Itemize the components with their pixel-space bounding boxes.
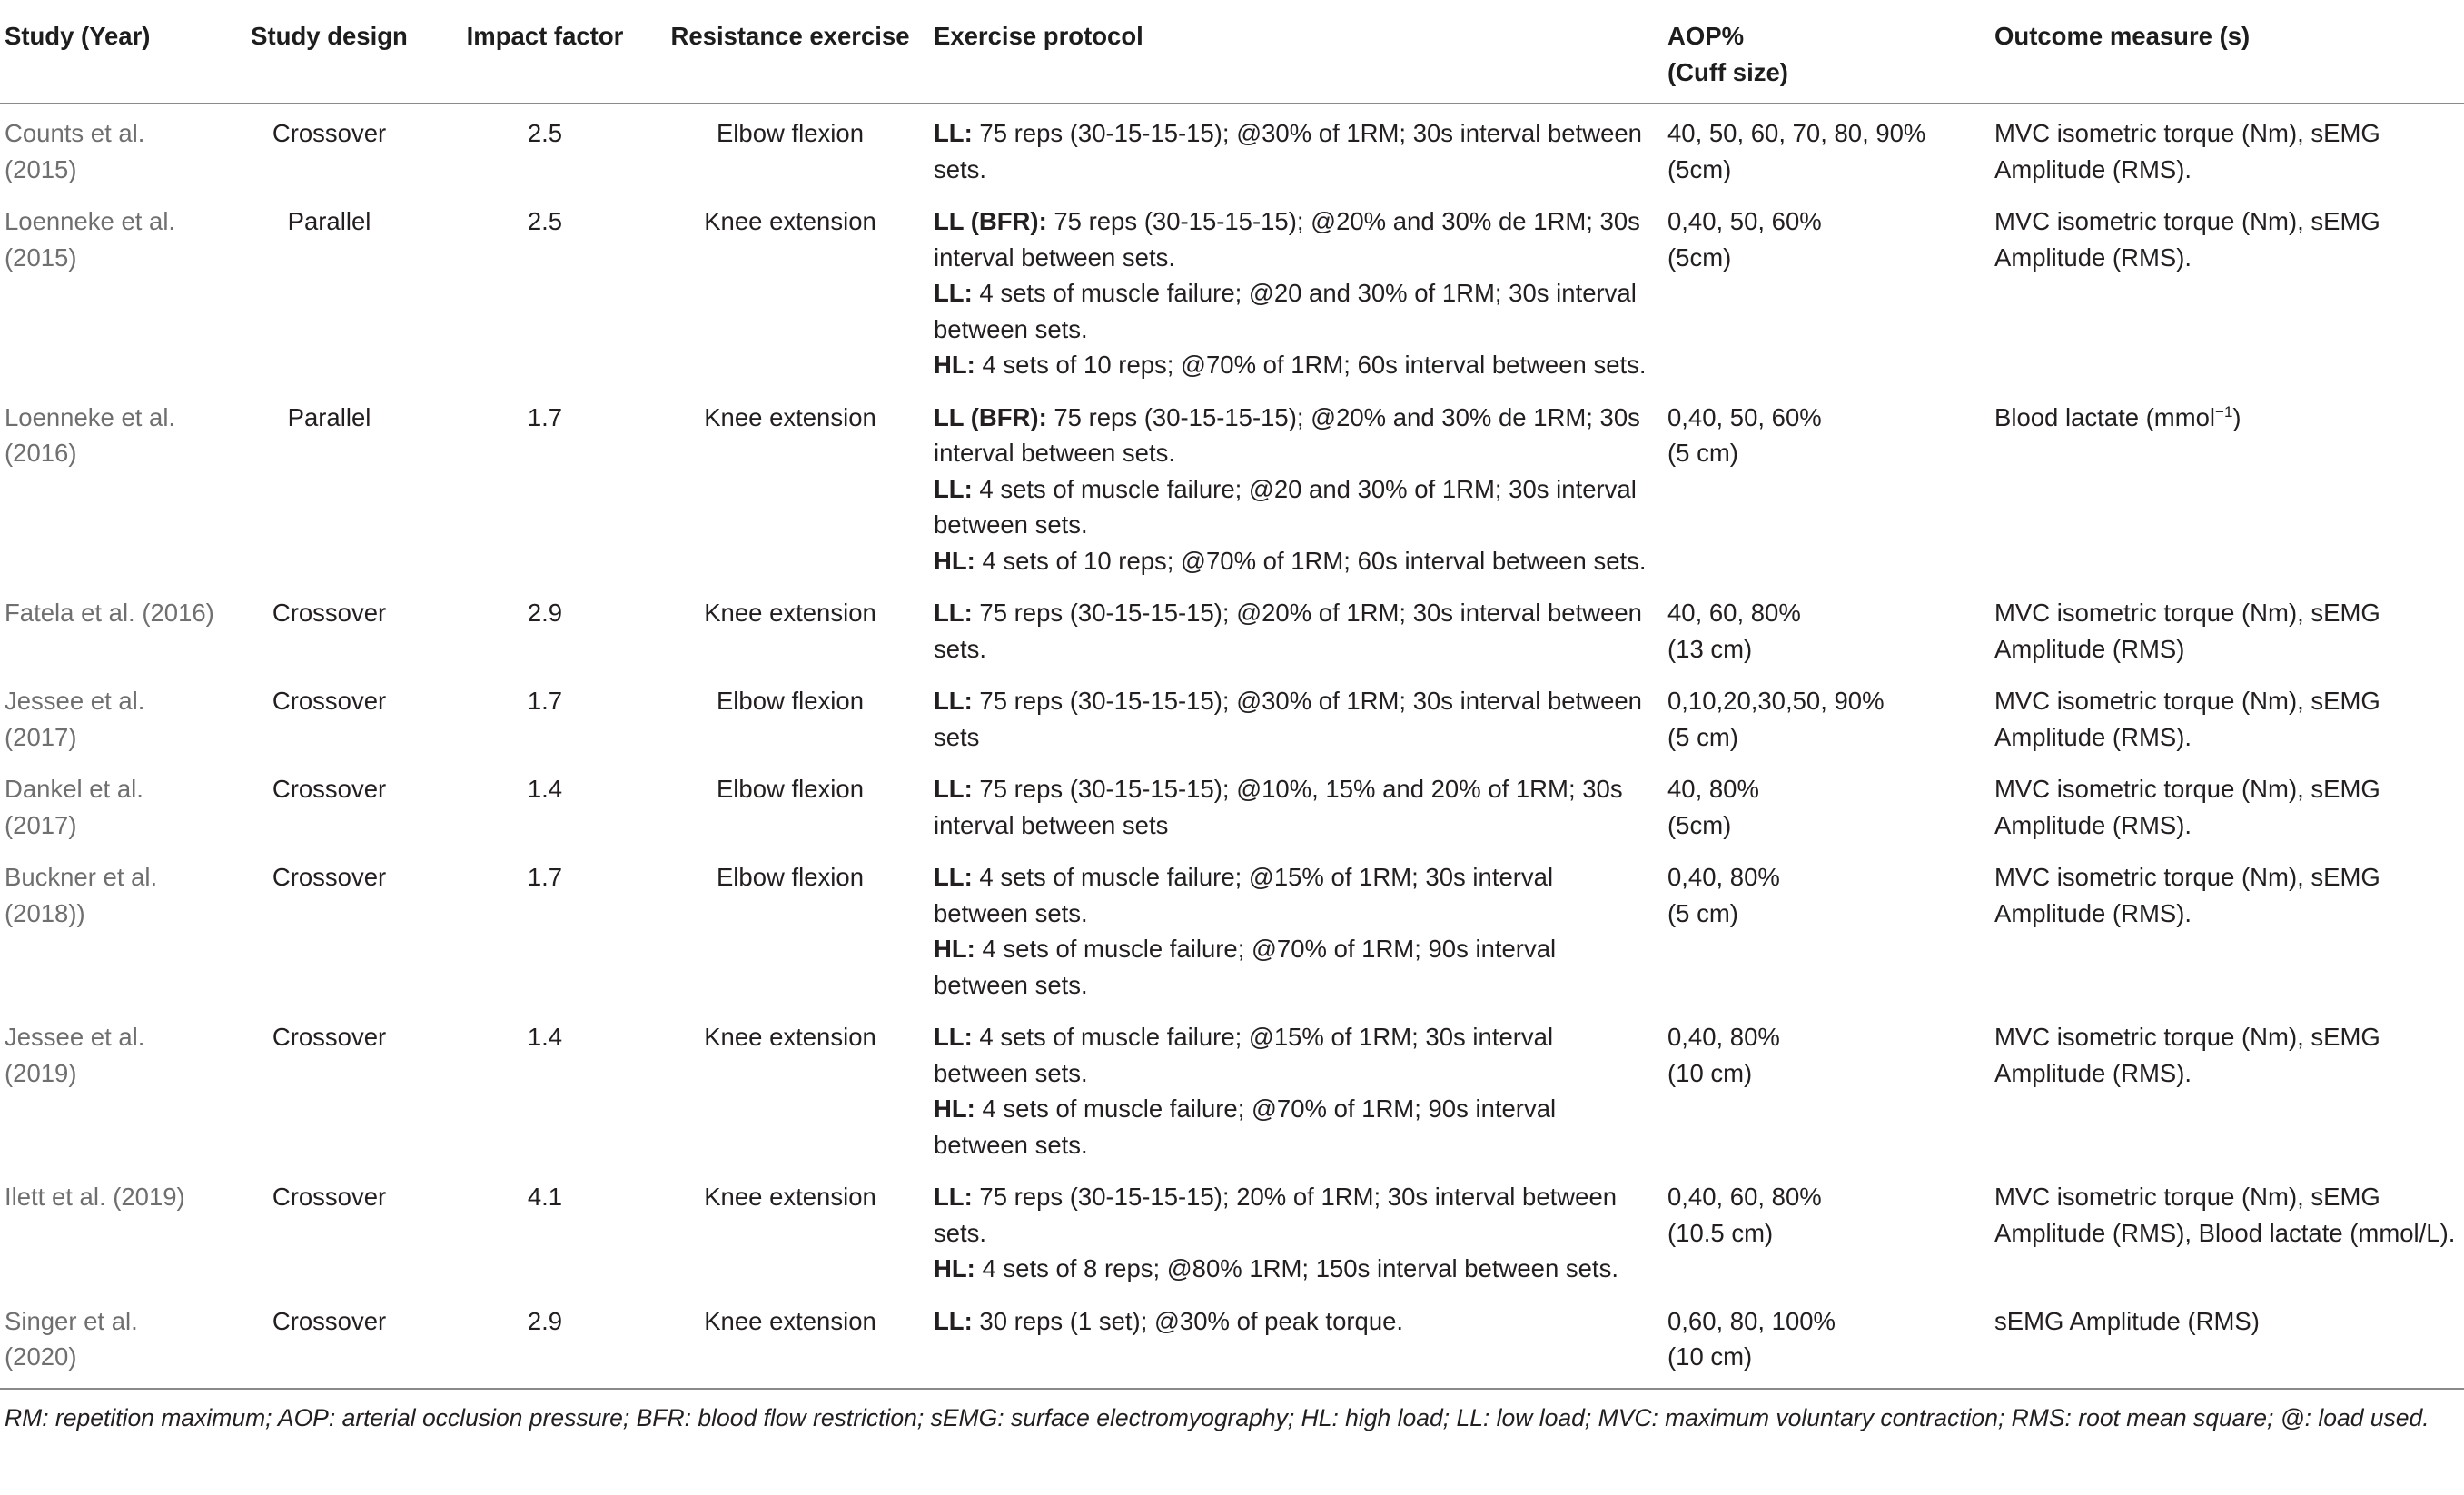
cell-design: Crossover bbox=[272, 1183, 387, 1211]
cuff-size: (5cm) bbox=[1667, 243, 1732, 272]
protocol-load-tag: HL: bbox=[934, 351, 975, 379]
cell-aop bbox=[1660, 1008, 1987, 1168]
cell-aop bbox=[1660, 193, 1987, 389]
protocol-entry bbox=[934, 471, 1653, 543]
outcome-text: MVC isometric torque (Nm), sEMG Amplitude (RMS). bbox=[1994, 207, 2380, 272]
aop-values: 0,40, 60, 80% bbox=[1667, 1183, 1822, 1211]
cuff-size: (5cm) bbox=[1667, 810, 1732, 839]
table-row bbox=[0, 672, 2464, 760]
cell-outcome bbox=[1987, 848, 2464, 1008]
cell-exercise: Knee extension bbox=[704, 402, 876, 431]
header-exercise: Resistance exercise bbox=[654, 0, 926, 104]
aop-values: 40, 60, 80% bbox=[1667, 599, 1801, 627]
cell-protocol bbox=[926, 584, 1660, 672]
protocol-text: 4 sets of muscle failure; @15% of 1RM; 30s interval between sets. bbox=[934, 1023, 1554, 1087]
cell-exercise: Knee extension bbox=[704, 599, 876, 627]
header-aop-line2: (Cuff size) bbox=[1667, 57, 1788, 86]
outcome-text-tail: ) bbox=[2232, 402, 2241, 431]
cell-exercise: Elbow flexion bbox=[716, 775, 865, 803]
protocol-entry bbox=[934, 115, 1653, 187]
protocol-text: 4 sets of muscle failure; @20 and 30% of 1RM; 30s interval between sets. bbox=[934, 474, 1637, 539]
table-row bbox=[0, 584, 2464, 672]
cell-exercise: Knee extension bbox=[704, 1023, 876, 1051]
cell-protocol bbox=[926, 760, 1660, 848]
protocol-load-tag: HL: bbox=[934, 546, 975, 575]
cell-exercise: Elbow flexion bbox=[716, 687, 865, 715]
protocol-load-tag: LL: bbox=[934, 863, 973, 891]
cell-outcome bbox=[1987, 389, 2464, 585]
cell-outcome bbox=[1987, 1292, 2464, 1381]
protocol-entry bbox=[934, 1303, 1653, 1340]
protocol-entry bbox=[934, 275, 1653, 347]
cell-protocol bbox=[926, 672, 1660, 760]
table-row bbox=[0, 760, 2464, 848]
cell-outcome bbox=[1987, 104, 2464, 193]
cell-exercise: Knee extension bbox=[704, 207, 876, 235]
outcome-text: Blood lactate (mmol bbox=[1994, 402, 2216, 431]
table-row bbox=[0, 389, 2464, 585]
table-row bbox=[0, 848, 2464, 1008]
protocol-entry bbox=[934, 931, 1653, 1003]
cell-protocol bbox=[926, 1292, 1660, 1381]
protocol-text: 4 sets of 8 reps; @80% 1RM; 150s interval between sets. bbox=[975, 1254, 1618, 1282]
aop-values: 40, 80% bbox=[1667, 775, 1759, 803]
outcome-text: MVC isometric torque (Nm), sEMG Amplitude (RMS). bbox=[1994, 1023, 2380, 1087]
cell-design: Crossover bbox=[272, 599, 387, 627]
cell-design: Crossover bbox=[272, 1306, 387, 1335]
protocol-entry bbox=[934, 1179, 1653, 1251]
protocol-load-tag: HL: bbox=[934, 935, 975, 963]
cell-protocol bbox=[926, 193, 1660, 389]
cell-impact: 1.7 bbox=[527, 402, 563, 431]
cell-outcome bbox=[1987, 672, 2464, 760]
header-protocol: Exercise protocol bbox=[926, 0, 1660, 104]
protocol-text: 75 reps (30-15-15-15); @20% and 30% de 1RM; 30s interval between sets. bbox=[934, 207, 1640, 272]
cell-aop bbox=[1660, 672, 1987, 760]
cell-aop bbox=[1660, 760, 1987, 848]
cell-outcome bbox=[1987, 1168, 2464, 1292]
table-footnote: RM: repetition maximum; AOP: arterial occlusion pressure; BFR: blood flow restriction; sEMG: surface electromyography; HL: high load; LL: low load; MVC: maximum voluntary contraction; RMS: root mean square; @: load used. bbox=[0, 1388, 2464, 1436]
protocol-load-tag: HL: bbox=[934, 1254, 975, 1282]
outcome-text: MVC isometric torque (Nm), sEMG Amplitude (RMS). bbox=[1994, 687, 2380, 751]
protocol-load-tag: LL: bbox=[934, 1183, 973, 1211]
protocol-text: 4 sets of 10 reps; @70% of 1RM; 60s interval between sets. bbox=[975, 546, 1647, 575]
table-row bbox=[0, 1292, 2464, 1381]
cell-study: Jessee et al. (2019) bbox=[5, 1023, 145, 1087]
outcome-text: MVC isometric torque (Nm), sEMG Amplitude (RMS). bbox=[1994, 119, 2380, 183]
aop-values: 0,40, 50, 60% bbox=[1667, 207, 1822, 235]
outcome-text: MVC isometric torque (Nm), sEMG Amplitude (RMS). bbox=[1994, 775, 2380, 839]
cell-exercise: Knee extension bbox=[704, 1183, 876, 1211]
cell-aop bbox=[1660, 584, 1987, 672]
aop-values: 0,40, 80% bbox=[1667, 1023, 1780, 1051]
table-header bbox=[0, 0, 2464, 104]
cell-protocol bbox=[926, 104, 1660, 193]
header-design: Study design bbox=[223, 0, 436, 104]
table-row bbox=[0, 1168, 2464, 1292]
protocol-entry bbox=[934, 859, 1653, 931]
protocol-entry bbox=[934, 1091, 1653, 1163]
header-aop-line1: AOP% bbox=[1667, 22, 1745, 50]
cell-aop bbox=[1660, 848, 1987, 1008]
cell-impact: 4.1 bbox=[527, 1183, 563, 1211]
cell-study: Loenneke et al. (2016) bbox=[5, 402, 176, 467]
outcome-text: MVC isometric torque (Nm), sEMG Amplitude (RMS) bbox=[1994, 599, 2380, 663]
protocol-load-tag: LL: bbox=[934, 474, 973, 503]
header-outcome: Outcome measure (s) bbox=[1987, 0, 2464, 104]
outcome-superscript: −1 bbox=[2215, 402, 2233, 421]
cell-impact: 1.7 bbox=[527, 863, 563, 891]
cell-design: Crossover bbox=[272, 687, 387, 715]
protocol-text: 75 reps (30-15-15-15); @20% and 30% de 1RM; 30s interval between sets. bbox=[934, 402, 1640, 467]
cuff-size: (10.5 cm) bbox=[1667, 1218, 1774, 1247]
cell-study: Fatela et al. (2016) bbox=[5, 599, 214, 627]
aop-values: 40, 50, 60, 70, 80, 90% bbox=[1667, 119, 1926, 147]
header-study: Study (Year) bbox=[0, 0, 223, 104]
table-row bbox=[0, 104, 2464, 193]
protocol-text: 75 reps (30-15-15-15); @20% of 1RM; 30s interval between sets. bbox=[934, 599, 1642, 663]
protocol-entry bbox=[934, 771, 1653, 843]
protocol-text: 4 sets of muscle failure; @70% of 1RM; 90s interval between sets. bbox=[934, 935, 1557, 999]
cell-impact: 2.9 bbox=[527, 599, 563, 627]
cell-impact: 1.4 bbox=[527, 1023, 563, 1051]
header-impact: Impact factor bbox=[436, 0, 654, 104]
cell-design: Crossover bbox=[272, 775, 387, 803]
cell-impact: 2.5 bbox=[527, 207, 563, 235]
cell-design: Crossover bbox=[272, 863, 387, 891]
cell-aop bbox=[1660, 1292, 1987, 1381]
cell-impact: 2.5 bbox=[527, 119, 563, 147]
cell-impact: 1.4 bbox=[527, 775, 563, 803]
aop-values: 0,60, 80, 100% bbox=[1667, 1306, 1836, 1335]
aop-values: 0,10,20,30,50, 90% bbox=[1667, 687, 1885, 715]
protocol-load-tag: LL: bbox=[934, 599, 973, 627]
protocol-entry bbox=[934, 543, 1653, 579]
protocol-text: 75 reps (30-15-15-15); @10%, 15% and 20% of 1RM; 30s interval between sets bbox=[934, 775, 1623, 839]
cell-impact: 1.7 bbox=[527, 687, 563, 715]
protocol-text: 75 reps (30-15-15-15); 20% of 1RM; 30s interval between sets. bbox=[934, 1183, 1618, 1247]
cell-protocol bbox=[926, 1008, 1660, 1168]
outcome-text: MVC isometric torque (Nm), sEMG Amplitude (RMS), Blood lactate (mmol/L). bbox=[1994, 1183, 2456, 1247]
cell-design: Crossover bbox=[272, 1023, 387, 1051]
cell-study: Loenneke et al. (2015) bbox=[5, 207, 176, 272]
cuff-size: (5cm) bbox=[1667, 154, 1732, 183]
protocol-text: 4 sets of muscle failure; @70% of 1RM; 90s interval between sets. bbox=[934, 1094, 1557, 1159]
cell-exercise: Elbow flexion bbox=[716, 119, 865, 147]
protocol-load-tag: LL: bbox=[934, 119, 973, 147]
cell-study: Ilett et al. (2019) bbox=[5, 1183, 185, 1211]
outcome-text: MVC isometric torque (Nm), sEMG Amplitude (RMS). bbox=[1994, 863, 2380, 927]
cell-outcome bbox=[1987, 1008, 2464, 1168]
cell-outcome bbox=[1987, 760, 2464, 848]
cell-outcome bbox=[1987, 193, 2464, 389]
protocol-text: 75 reps (30-15-15-15); @30% of 1RM; 30s interval between sets bbox=[934, 687, 1642, 751]
protocol-entry bbox=[934, 203, 1653, 275]
cell-aop bbox=[1660, 104, 1987, 193]
cell-aop bbox=[1660, 389, 1987, 585]
protocol-entry bbox=[934, 400, 1653, 471]
cell-protocol bbox=[926, 848, 1660, 1008]
protocol-text: 4 sets of muscle failure; @20 and 30% of 1RM; 30s interval between sets. bbox=[934, 279, 1637, 343]
cell-outcome bbox=[1987, 584, 2464, 672]
cell-impact: 2.9 bbox=[527, 1306, 563, 1335]
cell-study: Buckner et al. (2018)) bbox=[5, 863, 158, 927]
protocol-load-tag: LL (BFR): bbox=[934, 402, 1047, 431]
protocol-text: 75 reps (30-15-15-15); @30% of 1RM; 30s interval between sets. bbox=[934, 119, 1642, 183]
header-row bbox=[0, 0, 2464, 104]
cuff-size: (10 cm) bbox=[1667, 1342, 1753, 1371]
cell-aop bbox=[1660, 1168, 1987, 1292]
header-aop bbox=[1660, 0, 1987, 104]
table-body bbox=[0, 104, 2464, 1381]
protocol-load-tag: LL: bbox=[934, 279, 973, 307]
protocol-load-tag: HL: bbox=[934, 1094, 975, 1123]
cell-design: Parallel bbox=[287, 402, 371, 431]
protocol-text: 4 sets of muscle failure; @15% of 1RM; 30s interval between sets. bbox=[934, 863, 1554, 927]
protocol-load-tag: LL (BFR): bbox=[934, 207, 1047, 235]
table-row bbox=[0, 193, 2464, 389]
protocol-text: 30 reps (1 set); @30% of peak torque. bbox=[972, 1306, 1404, 1335]
protocol-entry bbox=[934, 1251, 1653, 1287]
protocol-entry bbox=[934, 347, 1653, 383]
cell-study: Singer et al. (2020) bbox=[5, 1306, 138, 1371]
table-row bbox=[0, 1008, 2464, 1168]
cuff-size: (5 cm) bbox=[1667, 898, 1738, 927]
protocol-load-tag: LL: bbox=[934, 775, 973, 803]
protocol-text: 4 sets of 10 reps; @70% of 1RM; 60s interval between sets. bbox=[975, 351, 1647, 379]
cuff-size: (5 cm) bbox=[1667, 722, 1738, 751]
protocol-entry bbox=[934, 1019, 1653, 1091]
cell-design: Crossover bbox=[272, 119, 387, 147]
cell-protocol bbox=[926, 1168, 1660, 1292]
cuff-size: (10 cm) bbox=[1667, 1058, 1753, 1087]
cell-design: Parallel bbox=[287, 207, 371, 235]
protocol-entry bbox=[934, 595, 1653, 667]
cell-exercise: Elbow flexion bbox=[716, 863, 865, 891]
protocol-load-tag: LL: bbox=[934, 1306, 973, 1335]
cuff-size: (13 cm) bbox=[1667, 634, 1753, 663]
cell-exercise: Knee extension bbox=[704, 1306, 876, 1335]
protocol-load-tag: LL: bbox=[934, 1023, 973, 1051]
outcome-text: sEMG Amplitude (RMS) bbox=[1994, 1306, 2260, 1335]
cuff-size: (5 cm) bbox=[1667, 439, 1738, 467]
protocol-entry bbox=[934, 683, 1653, 755]
cell-protocol bbox=[926, 389, 1660, 585]
aop-values: 0,40, 50, 60% bbox=[1667, 402, 1822, 431]
cell-study: Counts et al. (2015) bbox=[5, 119, 145, 183]
cell-study: Dankel et al. (2017) bbox=[5, 775, 143, 839]
protocol-load-tag: LL: bbox=[934, 687, 973, 715]
aop-values: 0,40, 80% bbox=[1667, 863, 1780, 891]
cell-study: Jessee et al. (2017) bbox=[5, 687, 145, 751]
